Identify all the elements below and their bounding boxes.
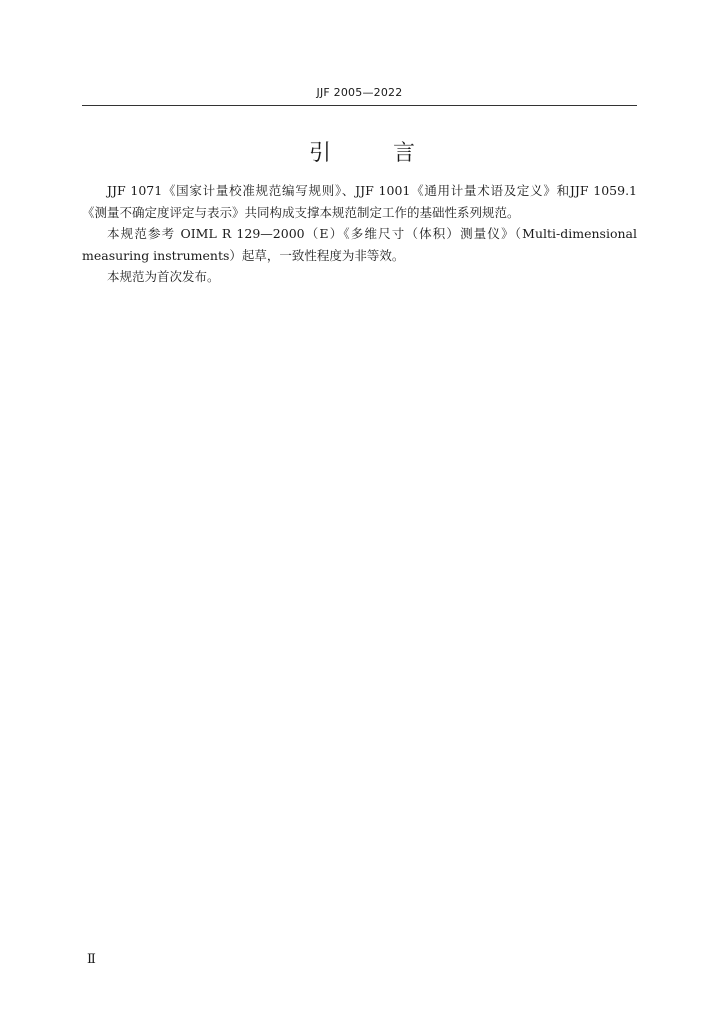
page-title-char-1: 引 (308, 141, 331, 166)
page-title (0, 136, 724, 167)
paragraph-drafting-basis: 本规范参考 OIML R 129—2000（E）《多维尺寸（体积）测量仪》（Multi-dimensional measuring instruments）起草，一致性程度为非等效。 (82, 226, 637, 263)
paragraph-references: JJF 1071《国家计量校准规范编写规则》、JJF 1001《通用计量术语及定义》和JJF 1059.1《测量不确定度评定与表示》共同构成支撑本规范制定工作的基础性系列规范。 (82, 183, 637, 220)
page-number: Ⅱ (87, 952, 96, 967)
body-text (82, 180, 637, 288)
running-header: JJF 2005—2022 (316, 86, 403, 99)
header-rule (82, 105, 637, 106)
paragraph-first-release: 本规范为首次发布。 (107, 269, 220, 284)
page-title-char-2: 言 (393, 141, 416, 166)
